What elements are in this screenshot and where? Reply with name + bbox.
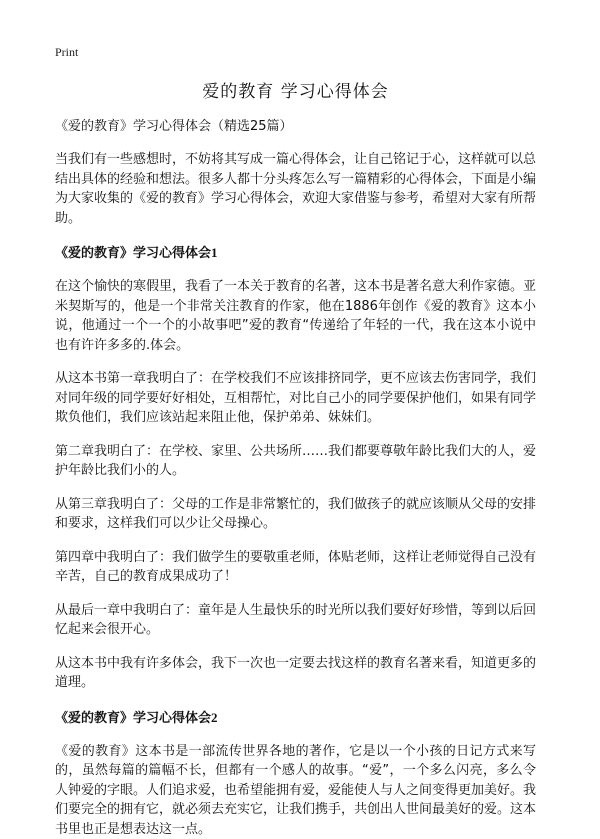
section-2-paragraph: 《爱的教育》这本书是一部流传世界各地的著作，它是以一个小孩的日记方式来写的，虽然每篇的篇幅不长，但都有一个感人的故事。“爱”，一个多么闪亮，多么令人钟爱的字眼。人们追求爱，也希望能拥有爱，爱能使人与人之间变得更加美好。我们要完全的拥有它，就必须去充实它，让我们携手，共创出人世间最美好的爱。这本书里也正是想表达这一点。	[55, 742, 536, 839]
intro-paragraph: 当我们有一些感想时，不妨将其写成一篇心得体会，让自己铭记于心，这样就可以总结出具体的经验和想法。很多人都十分头疼怎么写一篇精彩的心得体会，下面是小编为大家收集的《爱的教育》学习心得体会，欢迎大家借鉴与参考，希望对大家有所帮助。	[55, 150, 536, 228]
page-title: 爱的教育 学习心得体会	[55, 80, 536, 104]
section-heading-1: 《爱的教育》学习心得体会1	[55, 244, 536, 263]
section-heading-2: 《爱的教育》学习心得体会2	[55, 709, 536, 728]
page-subtitle: 《爱的教育》学习心得体会（精选25篇）	[55, 118, 536, 136]
section-1-paragraph: 从最后一章中我明白了：童年是人生最快乐的时光所以我们要好好珍惜，等到以后回忆起来会很开心。	[55, 601, 536, 640]
section-1-paragraph: 第四章中我明白了：我们做学生的要敬重老师，体贴老师，这样让老师觉得自己没有辛苦，自己的教育成果成功了！	[55, 548, 536, 587]
section-1-paragraph: 第二章我明白了：在学校、家里、公共场所……我们都要尊敬年龄比我们大的人，爱护年龄比我们小的人。	[55, 442, 536, 481]
section-1-paragraph: 从这本书第一章我明白了：在学校我们不应该排挤同学，更不应该去伤害同学，我们对同年级的同学要好好相处，互相帮忙，对比自己小的同学要保护他们，如果有同学欺负他们，我们应该站起来阻止他，保护弟弟、妹妹们。	[55, 369, 536, 428]
section-1-paragraph: 从第三章我明白了：父母的工作是非常繁忙的，我们做孩子的就应该顺从父母的安排和要求，这样我们可以少让父母操心。	[55, 495, 536, 534]
section-1-paragraph: 从这本书中我有许多体会，我下一次也一定要去找这样的教育名著来看，知道更多的道理。	[55, 654, 536, 693]
section-1-paragraph: 在这个愉快的寒假里，我看了一本关于教育的名著，这本书是著名意大利作家德。亚米契斯写的，他是一个非常关注教育的作家，他在1886年创作《爱的教育》这本小说，他通过一个一个的小故事吧”爱的教育“传递给了年轻的一代，我在这本小说中也有许许多多的.体会。	[55, 277, 536, 355]
print-link[interactable]: Print	[55, 44, 536, 60]
